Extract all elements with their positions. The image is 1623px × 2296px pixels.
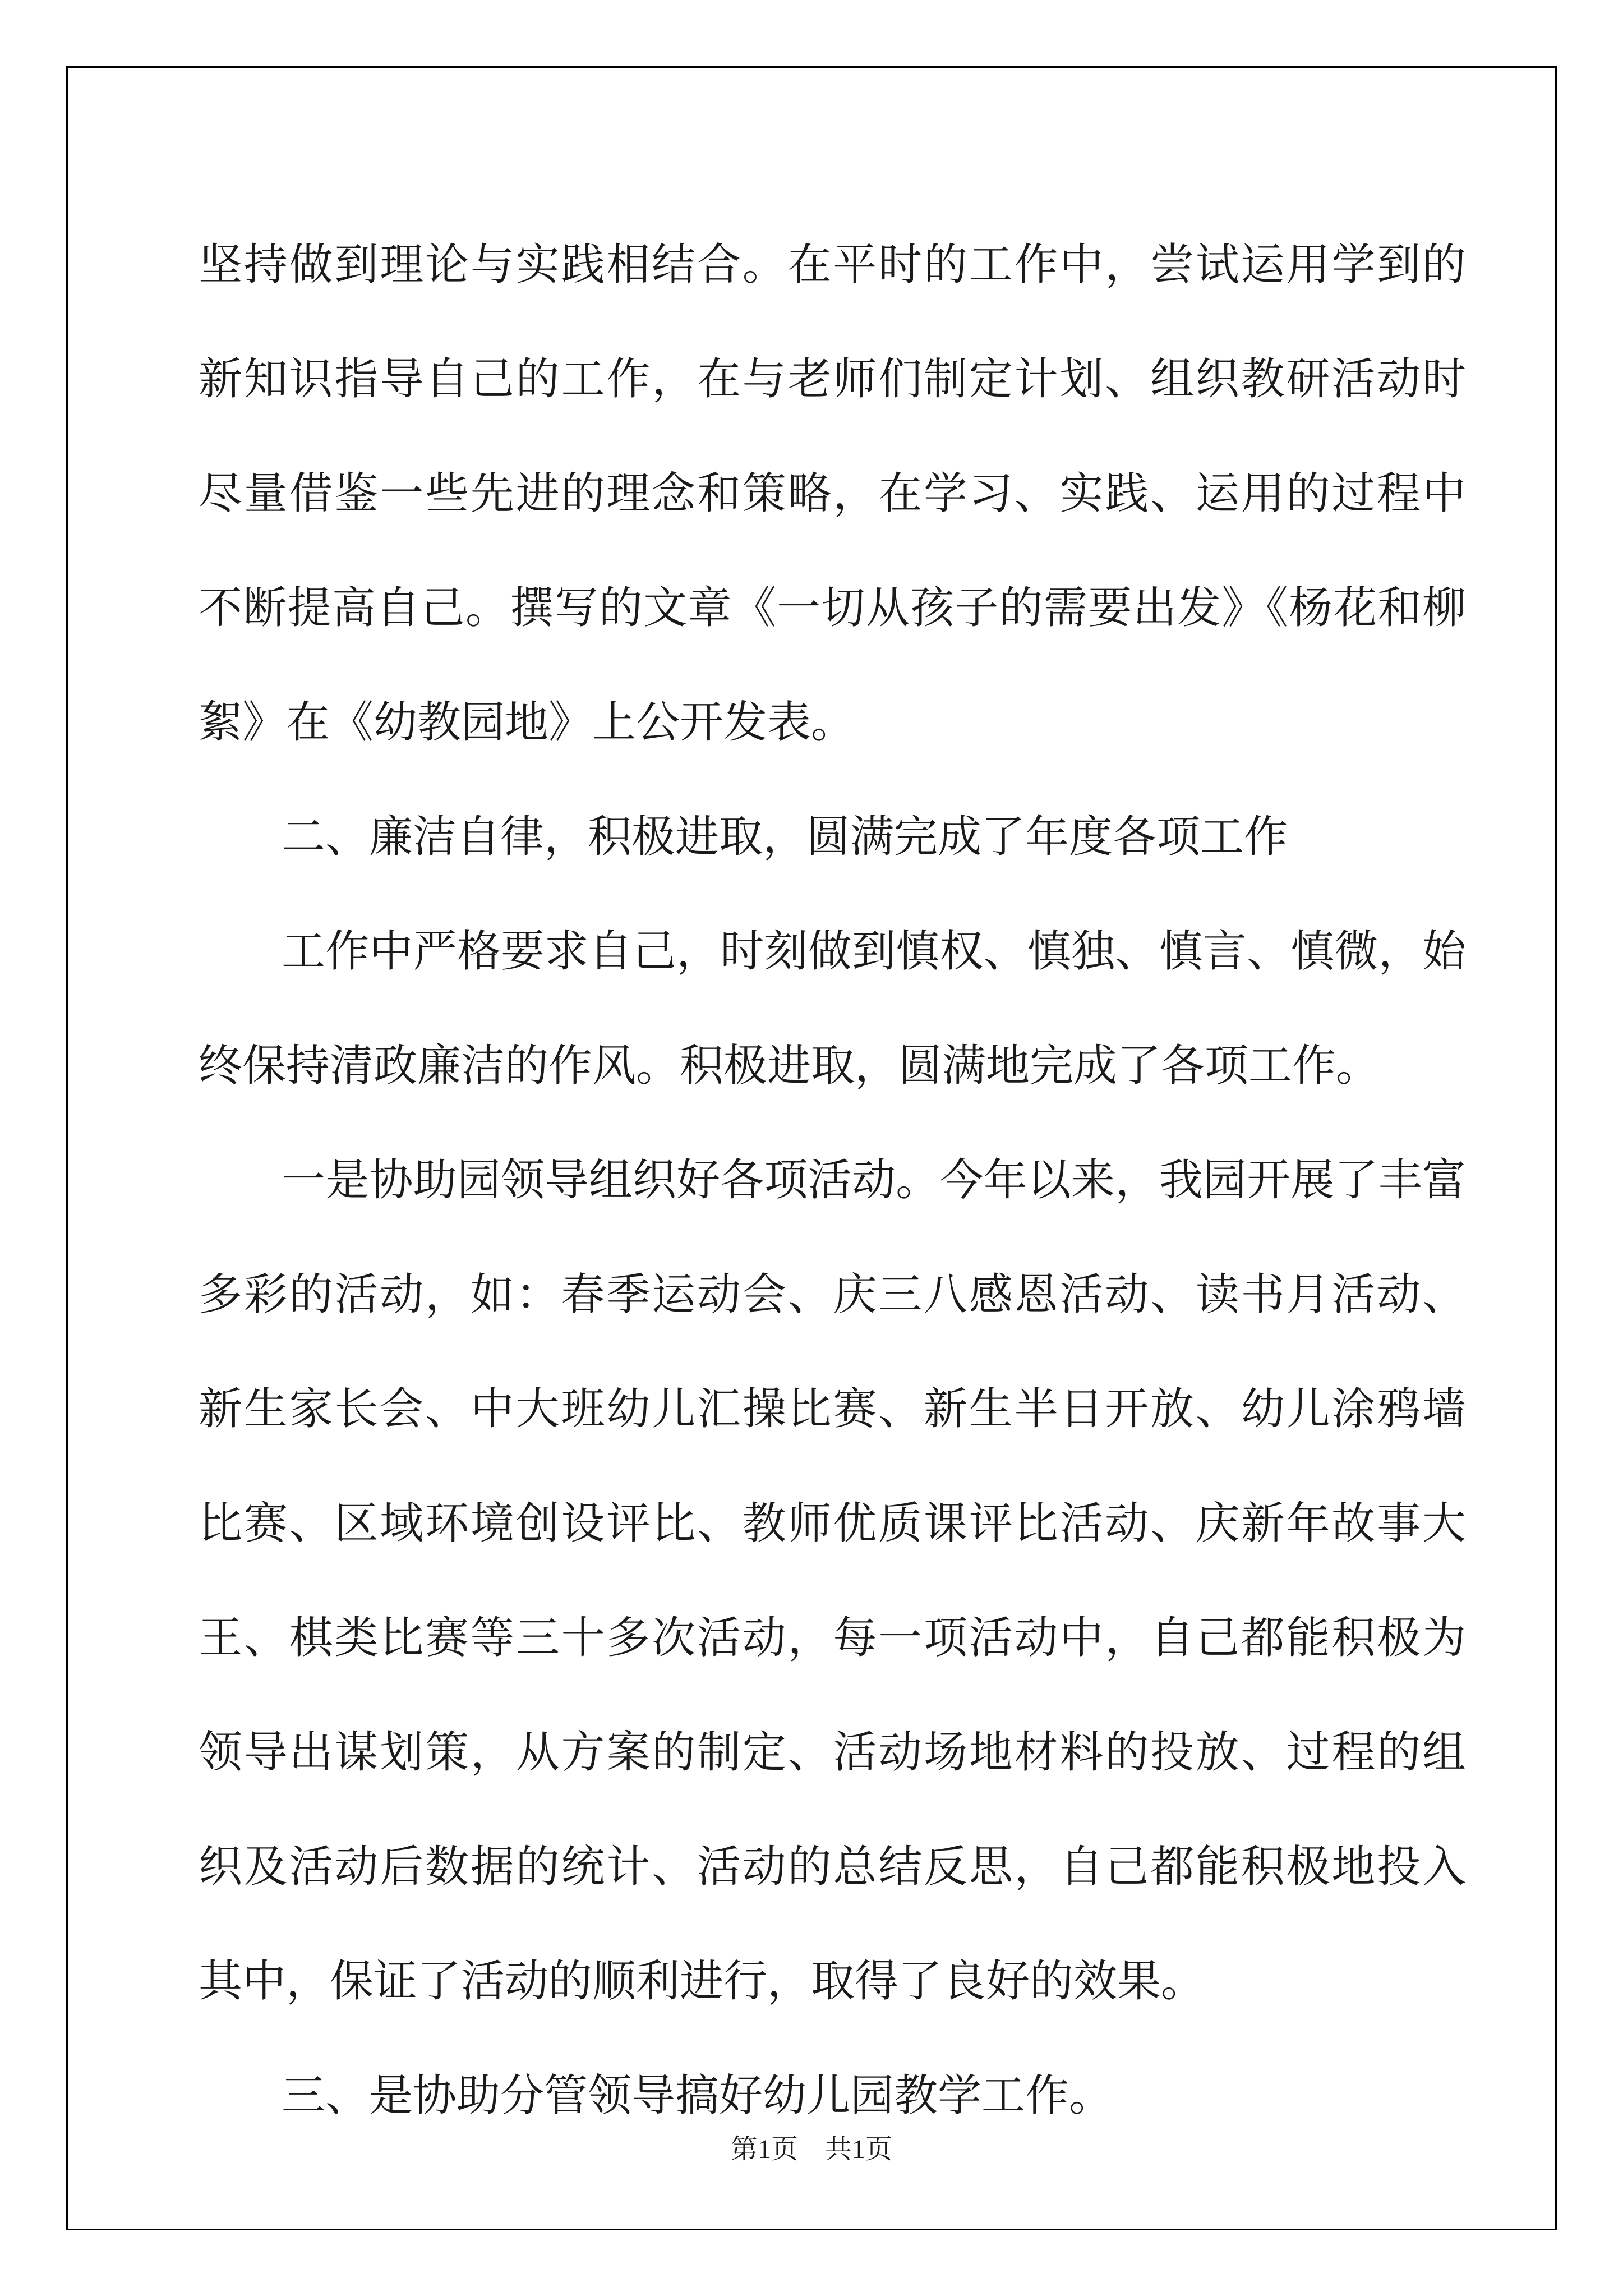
paragraph-1: 坚持做到理论与实践相结合。在平时的工作中，尝试运用学到的新知识指导自己的工作，在与老师们制定计划、组织教研活动时尽量借鉴一些先进的理念和策略，在学习、实践、运用的过程中不断提高自己。撰写的文章《一切从孩子的需要出发》《杨花和柳絮》在《幼教园地》上公开发表。 xyxy=(199,240,1466,748)
paragraph-2-heading: 二、廉洁自律，积极进取，圆满完成了年度各项工作 xyxy=(282,812,1288,862)
paragraph-3: 工作中严格要求自己，时刻做到慎权、慎独、慎言、慎微，始终保持清政廉洁的作风。积极进取，圆满地完成了各项工作。 xyxy=(199,926,1466,1091)
paragraph-5-heading: 三、是协助分管领导搞好幼儿园教学工作。 xyxy=(282,2070,1113,2121)
document-body xyxy=(199,208,1466,2153)
paragraph-4: 一是协助园领导组织好各项活动。今年以来，我园开展了丰富多彩的活动，如：春季运动会、庆三八感恩活动、读书月活动、新生家长会、中大班幼儿汇操比赛、新生半日开放、幼儿涂鸦墙比赛、区域环境创设评比、教师优质课评比活动、庆新年故事大王、棋类比赛等三十多次活动，每一项活动中，自己都能积极为领导出谋划策，从方案的制定、活动场地材料的投放、过程的组织及活动后数据的统计、活动的总结反思，自己都能积极地投入其中，保证了活动的顺利进行，取得了良好的效果。 xyxy=(199,1155,1466,2007)
page-footer: 第1页 共1页 xyxy=(730,2134,892,2164)
